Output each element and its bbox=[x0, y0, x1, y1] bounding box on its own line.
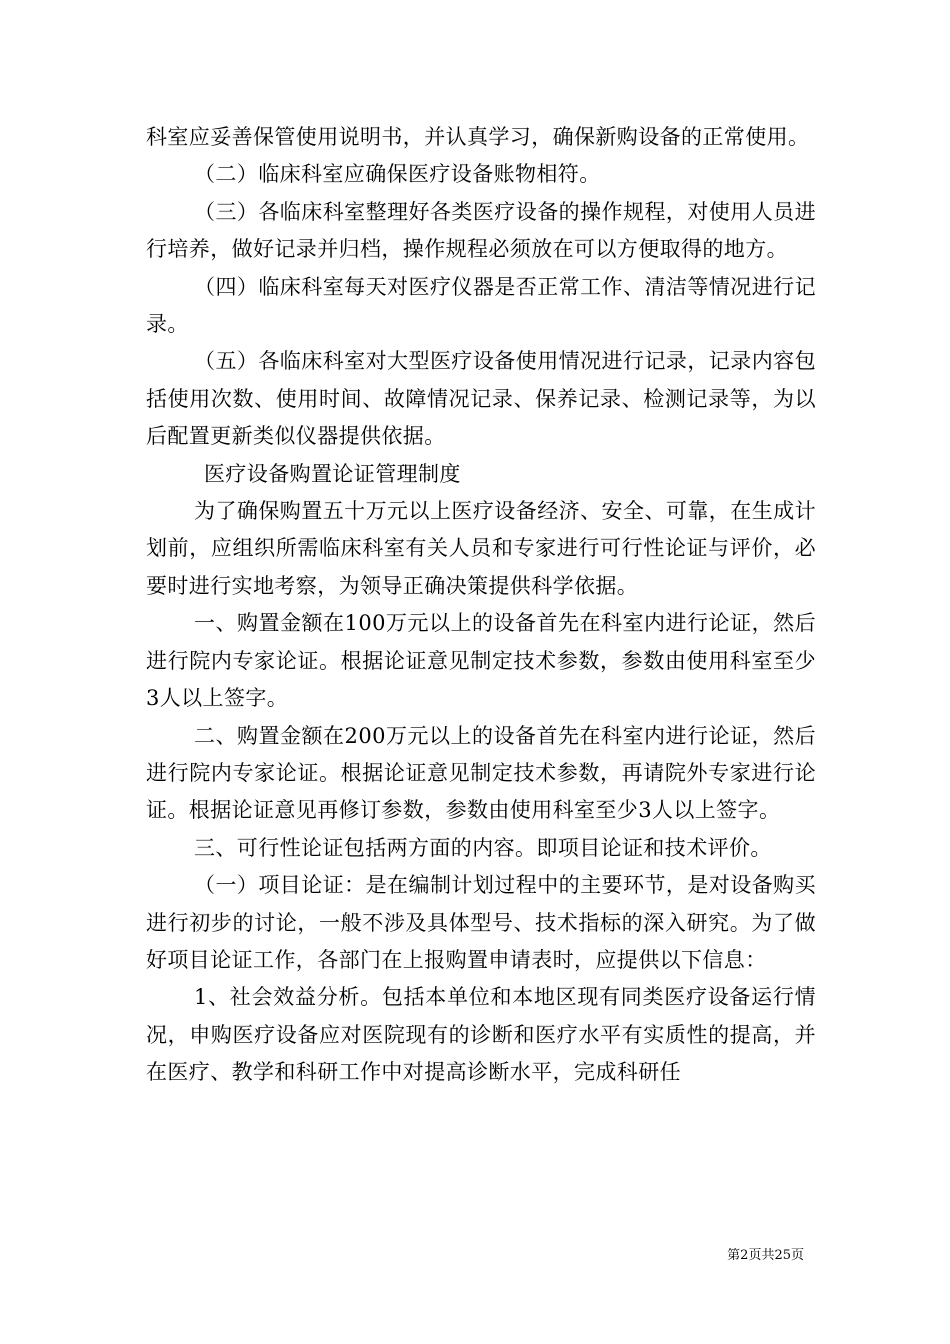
paragraph-item-3: （三）各临床科室整理好各类医疗设备的操作规程，对使用人员进行培养，做好记录并归档，操作规程必须放在可以方便取得的地方。 bbox=[146, 199, 816, 262]
paragraph-intro: 为了确保购置五十万元以上医疗设备经济、安全、可靠，在生成计划前，应组织所需临床科室有关人员和专家进行可行性论证与评价，必要时进行实地考察，为领导正确决策提供科学依据。 bbox=[146, 499, 816, 598]
document-body bbox=[146, 119, 816, 1092]
paragraph-continuation: 科室应妥善保管使用说明书，并认真学习，确保新购设备的正常使用。 bbox=[146, 125, 810, 149]
paragraph-social-benefit: 1、社会效益分析。包括本单位和本地区现有同类医疗设备运行情况，申购医疗设备应对医院现有的诊断和医疗水平有实质性的提高，并在医疗、教学和科研工作中对提高诊断水平，完成科研任 bbox=[146, 985, 816, 1085]
section-title: 医疗设备购置论证管理制度 bbox=[204, 461, 461, 486]
paragraph-item-4: （四）临床科室每天对医疗仪器是否正常工作、清洁等情况进行记录。 bbox=[146, 274, 816, 337]
paragraph-item-5: （五）各临床科室对大型医疗设备使用情况进行记录，记录内容包括使用次数、使用时间、故障情况记录、保养记录、检测记录等，为以后配置更新类似仪器提供依据。 bbox=[146, 349, 816, 449]
paragraph-rule-3: 三、可行性论证包括两方面的内容。即项目论证和技术评价。 bbox=[194, 835, 772, 860]
page-number-footer: 第2页共25页 bbox=[727, 1248, 804, 1263]
paragraph-rule-1: 一、购置金额在100万元以上的设备首先在科室内进行论证，然后进行院内专家论证。根据论证意见制定技术参数，参数由使用科室至少3人以上签字。 bbox=[146, 611, 816, 711]
paragraph-item-2: （二）临床科室应确保医疗设备账物相符。 bbox=[194, 162, 601, 187]
paragraph-project-evaluation: （一）项目论证：是在编制计划过程中的主要环节，是对设备购买进行初步的讨论，一般不涉及具体型号、技术指标的深入研究。为了做好项目论证工作，各部门在上报购置申请表时，应提供以下信息： bbox=[146, 873, 816, 972]
paragraph-rule-2: 二、购置金额在200万元以上的设备首先在科室内进行论证，然后进行院内专家论证。根据论证意见制定技术参数，再请院外专家进行论证。根据论证意见再修订参数，参数由使用科室至少3人以上签字。 bbox=[146, 723, 816, 823]
